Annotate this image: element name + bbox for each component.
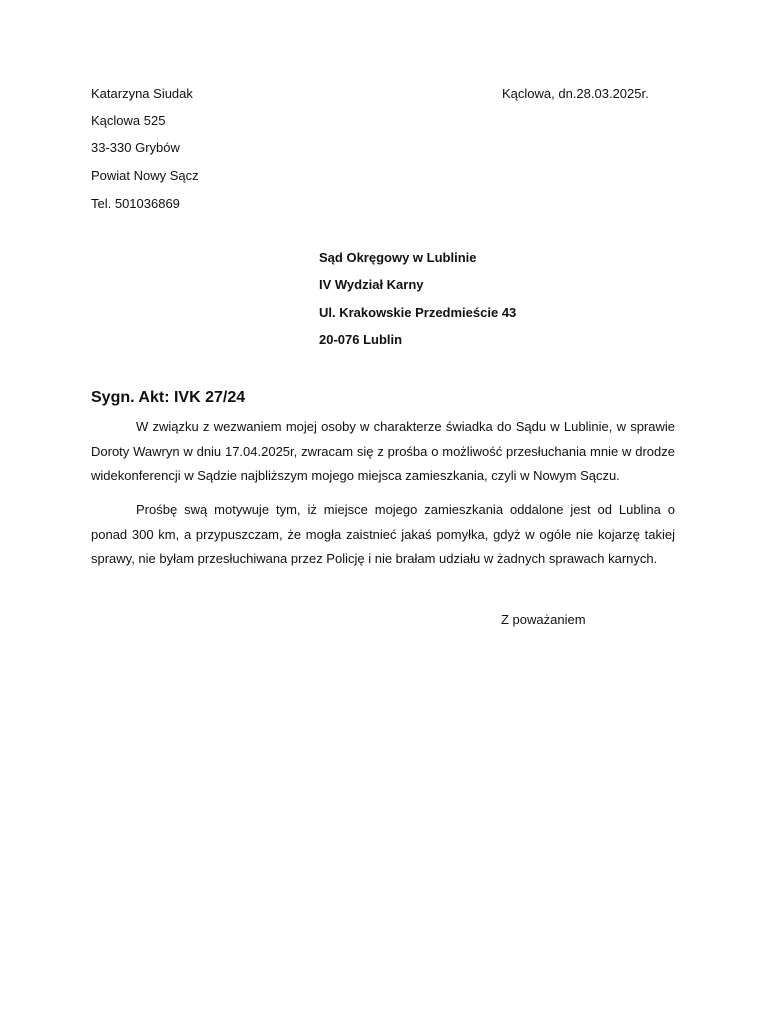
recipient-street: Ul. Krakowskie Przedmieście 43 — [319, 305, 517, 320]
sender-district: Powiat Nowy Sącz — [91, 168, 199, 183]
case-reference: Sygn. Akt: IVK 27/24 — [91, 389, 246, 406]
body-paragraph-1: W związku z wezwaniem mojej osoby w charakterze świadka do Sądu w Lublinie, w sprawie Doroty Wawryn w dniu 17.04.2025r, zwracam się z prośba o możliwość przesłuchania mnie w drodze widekonferencji w Sądzie najbliższym mojego miejsca zamieszkania, czyli w Nowym Sączu. — [91, 419, 675, 483]
sender-street: Kąclowa 525 — [91, 113, 166, 128]
sender-name: Katarzyna Siudak — [91, 86, 193, 101]
recipient-court: Sąd Okręgowy w Lublinie — [319, 250, 477, 265]
recipient-division: IV Wydział Karny — [319, 277, 424, 292]
body-paragraph-2: Prośbę swą motywuje tym, iż miejsce mojego zamieszkania oddalone jest od Lublina o ponad 300 km, a przypuszczam, że mogła zaistnieć jakaś pomyłka, gdyż w ogóle nie kojarzę takiej sprawy, nie byłam przesłuchiwana przez Policję i nie brałam udziału w żadnych sprawach karnych. — [91, 502, 675, 566]
recipient-postal-city: 20-076 Lublin — [319, 332, 403, 347]
place-and-date: Kąclowa, dn.28.03.2025r. — [502, 86, 649, 101]
closing-salutation: Z poważaniem — [501, 612, 586, 627]
sender-phone: Tel. 501036869 — [91, 196, 180, 211]
sender-postal-city: 33-330 Grybów — [91, 140, 180, 155]
